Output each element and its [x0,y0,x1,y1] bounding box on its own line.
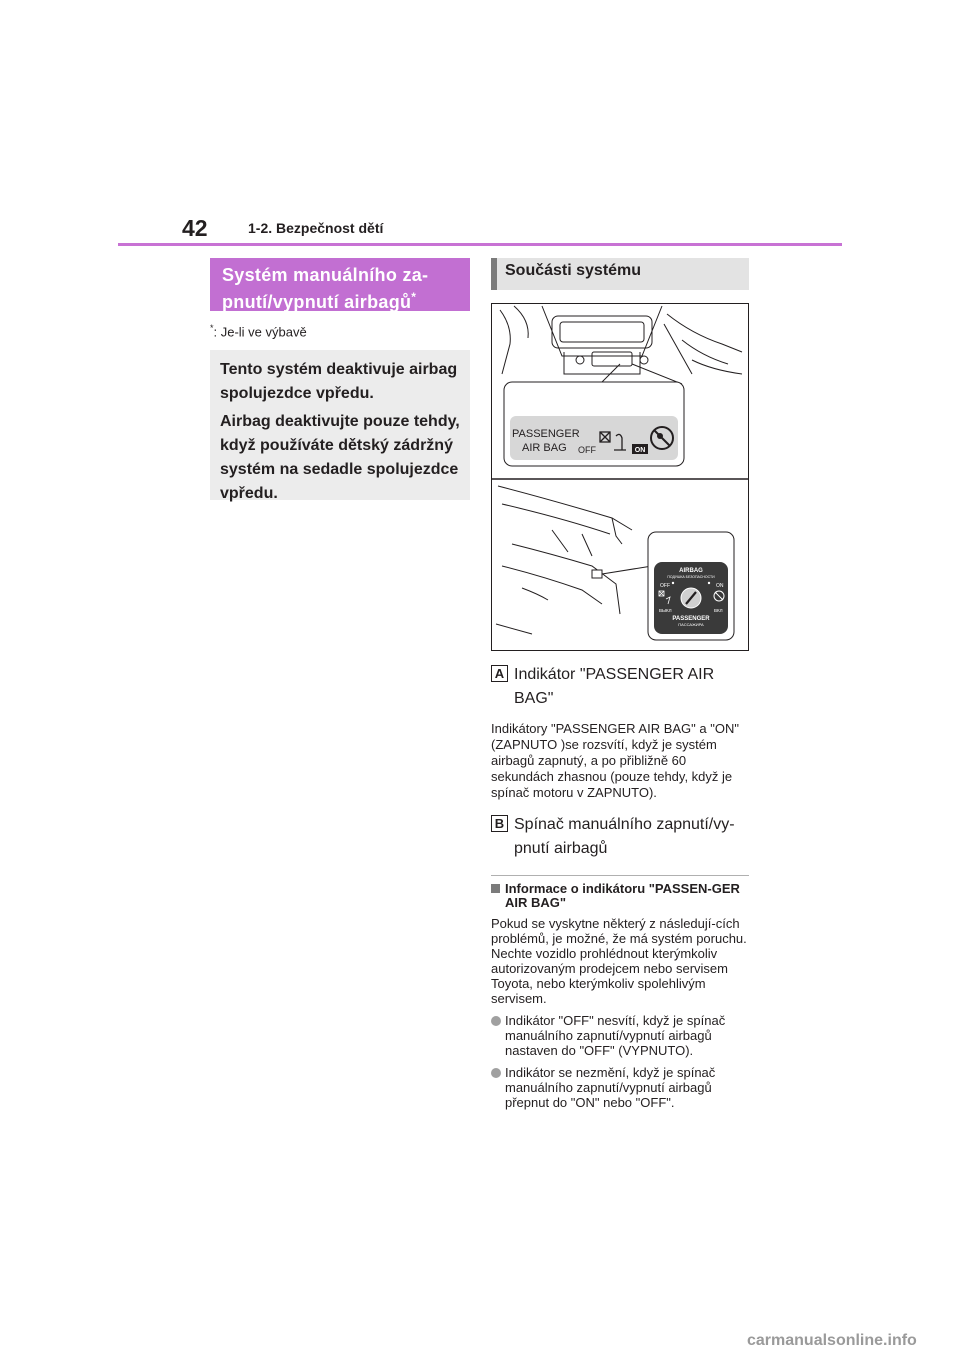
footnote-mark: * [210,323,214,333]
heading-footnote-mark: * [411,290,417,304]
info-heading-text: Informace o indikátoru "PASSEN-GER AIR BAG" [505,881,740,910]
system-illustration [491,303,749,651]
panel-off-text: OFF [578,445,596,455]
item-b-title: Spínač manuálního zapnutí/vy-pnutí airbagů [514,816,735,857]
item-a-letter: A [491,665,508,682]
item-a-title: Indikátor "PASSENGER AIR BAG" [514,666,715,707]
note-paragraph-2: Airbag deaktivujte pouze tehdy, když používáte dětský zádržný systém na sedadle spolujezdce vpředu. [220,413,460,503]
bullet-item-1 [491,1013,749,1058]
watermark: carmanualsonline.info [747,1332,917,1349]
switch-on-label-ru: ВКЛ [714,608,723,613]
dashboard-lineart [500,306,742,374]
section-heading-box [210,258,470,311]
left-column [210,258,470,503]
page-number: 42 [182,215,208,241]
bullet-item-2 [491,1065,749,1110]
note-paragraph-1: Tento systém deaktivuje airbag spolujezdce vpředu. [220,361,458,403]
subsection-title: Součásti systému [505,262,642,279]
panel-passenger-text: PASSENGER [512,428,580,440]
subsection-heading [491,258,749,290]
item-b-letter: B [491,815,508,832]
bullet-text-1: Indikátor "OFF" nesvítí, když je spínač manuálního zapnutí/vypnutí airbagů nastaven do "OFF" (VYPNUTO). [505,1013,726,1058]
glovebox-lineart [496,486,632,634]
switch-passenger-label: PASSENGER [672,616,710,622]
panel-airbag-text: AIR BAG [522,442,567,454]
heading-line-2: pnutí/vypnutí airbagů [222,292,412,312]
illustration-svg [492,304,748,650]
footnote-text: : Je-li ve výbavě [213,324,307,340]
info-divider [491,875,749,876]
switch-off-label: OFF [660,583,670,589]
info-text: Pokud se vyskytne některý z následují-cích problémů, je možné, že má systém poruchu. Nechte vozidlo prohlédnout kterýmkoliv autorizovaným prodejcem nebo servisem Toyota, nebo kterýmkoliv spolehlivým servisem. [491,916,747,1006]
switch-location [592,570,602,578]
info-heading [491,882,749,910]
info-square-icon [491,884,500,893]
item-b [491,813,749,861]
item-a [491,663,749,711]
bullet-text-2: Indikátor se nezmění, když je spínač manuálního zapnutí/vypnutí airbagů přepnut do "ON" nebo "OFF". [505,1065,716,1110]
switch-on-label: ON [716,583,724,589]
switch-airbag-label-ru: ПОДУШКА БЕЗОПАСНОСТИ [667,575,715,579]
right-column [491,258,749,1110]
bullet-dot-icon [491,1068,501,1078]
switch-airbag-label: AIRBAG [679,568,703,574]
heading-line-1: Systém manuálního za- [222,265,429,285]
switch-off-label-ru: ВЫКЛ [659,608,672,613]
note-box [210,350,470,503]
panel-on-text: ON [634,447,646,454]
footnote [210,323,470,339]
section-title: 1-2. Bezpečnost dětí [248,220,384,236]
bullet-dot-icon [491,1016,501,1026]
header-rule [118,243,842,246]
item-a-description: Indikátory "PASSENGER AIR BAG" a "ON" (ZAPNUTO )se rozsvítí, když je systém airbagů zapnutý, a po přibližně 60 sekundách zhasnou (pouze tehdy, když je spínač motoru v ZAPNUTO). [491,721,739,800]
switch-passenger-label-ru: ПАССАЖИРА [678,622,704,627]
